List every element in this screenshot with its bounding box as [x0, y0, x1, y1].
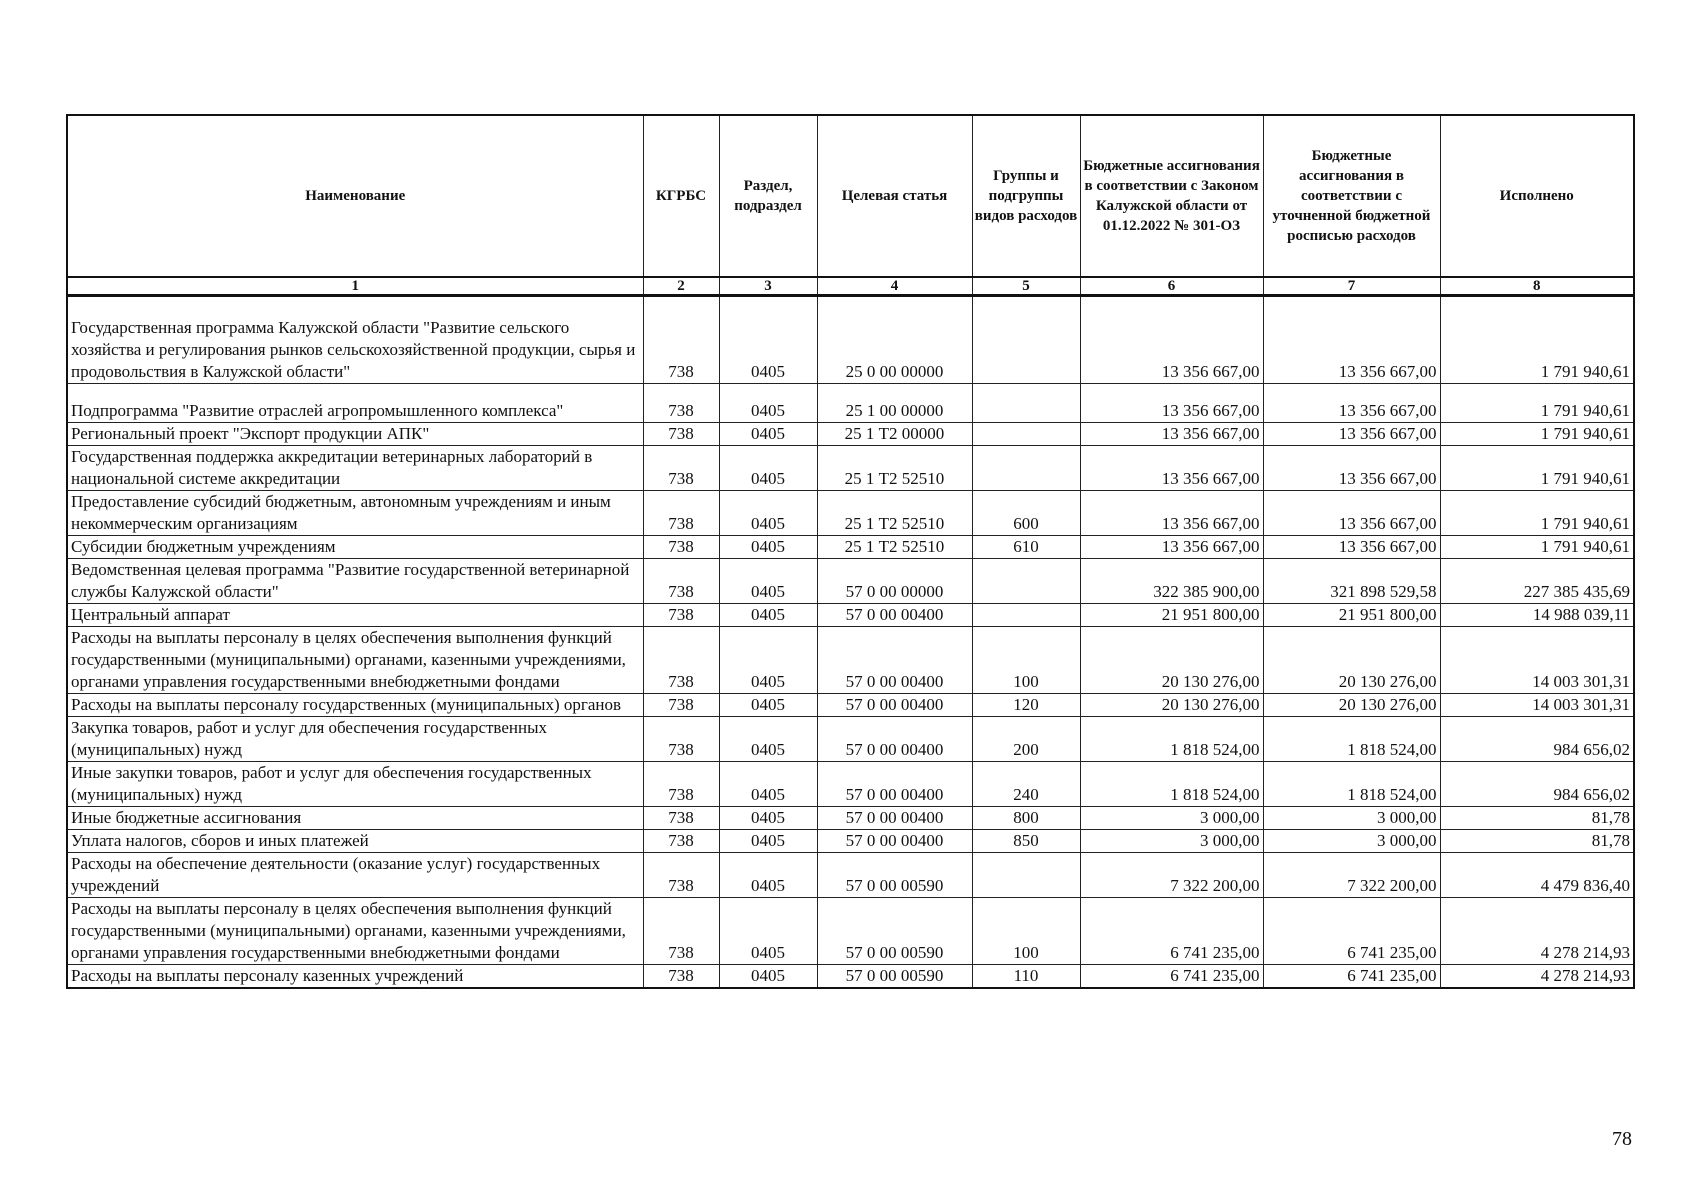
table-row: [67, 384, 1634, 423]
cell-revised-allocation: 13 356 667,00: [1263, 536, 1440, 559]
cell-target-article: 57 0 00 00000: [817, 559, 972, 604]
cell-expense-group: [972, 446, 1080, 491]
cell-name: Подпрограмма "Развитие отраслей агропромышленного комплекса": [67, 384, 643, 423]
cell-section: 0405: [719, 491, 817, 536]
budget-table: [66, 114, 1635, 989]
cell-executed: 4 278 214,93: [1440, 898, 1634, 965]
cell-revised-allocation: 13 356 667,00: [1263, 296, 1440, 384]
cell-name: Предоставление субсидий бюджетным, автономным учреждениям и иным некоммерческим организациям: [67, 491, 643, 536]
cell-executed: 4 278 214,93: [1440, 965, 1634, 989]
cell-kgrbs: 738: [643, 830, 719, 853]
cell-law-allocation: 20 130 276,00: [1080, 627, 1263, 694]
header-law-allocations: Бюджетные ассигнования в соответствии с Законом Калужской области от 01.12.2022 № 301-ОЗ: [1080, 115, 1263, 277]
cell-law-allocation: 6 741 235,00: [1080, 965, 1263, 989]
cell-revised-allocation: 3 000,00: [1263, 807, 1440, 830]
cell-revised-allocation: 7 322 200,00: [1263, 853, 1440, 898]
cell-kgrbs: 738: [643, 491, 719, 536]
cell-name: Уплата налогов, сборов и иных платежей: [67, 830, 643, 853]
cell-law-allocation: 13 356 667,00: [1080, 384, 1263, 423]
cell-name: Региональный проект "Экспорт продукции АПК": [67, 423, 643, 446]
cell-law-allocation: 1 818 524,00: [1080, 762, 1263, 807]
cell-executed: 984 656,02: [1440, 717, 1634, 762]
table-row: [67, 762, 1634, 807]
cell-revised-allocation: 20 130 276,00: [1263, 694, 1440, 717]
cell-target-article: 57 0 00 00400: [817, 627, 972, 694]
cell-target-article: 25 1 00 00000: [817, 384, 972, 423]
column-number: 5: [972, 277, 1080, 296]
cell-revised-allocation: 1 818 524,00: [1263, 762, 1440, 807]
cell-kgrbs: 738: [643, 604, 719, 627]
cell-kgrbs: 738: [643, 694, 719, 717]
cell-executed: 14 003 301,31: [1440, 694, 1634, 717]
cell-law-allocation: 21 951 800,00: [1080, 604, 1263, 627]
cell-law-allocation: 13 356 667,00: [1080, 491, 1263, 536]
cell-target-article: 25 1 Т2 52510: [817, 536, 972, 559]
column-number: 6: [1080, 277, 1263, 296]
column-number: 8: [1440, 277, 1634, 296]
cell-target-article: 25 1 Т2 52510: [817, 446, 972, 491]
cell-kgrbs: 738: [643, 898, 719, 965]
table-row: [67, 491, 1634, 536]
cell-name: Иные закупки товаров, работ и услуг для обеспечения государственных (муниципальных) нужд: [67, 762, 643, 807]
header-target-article: Целевая статья: [817, 115, 972, 277]
cell-kgrbs: 738: [643, 423, 719, 446]
cell-executed: 1 791 940,61: [1440, 423, 1634, 446]
cell-law-allocation: 13 356 667,00: [1080, 423, 1263, 446]
cell-kgrbs: 738: [643, 717, 719, 762]
cell-law-allocation: 6 741 235,00: [1080, 898, 1263, 965]
cell-law-allocation: 7 322 200,00: [1080, 853, 1263, 898]
cell-executed: 81,78: [1440, 830, 1634, 853]
column-number: 2: [643, 277, 719, 296]
cell-expense-group: 120: [972, 694, 1080, 717]
cell-section: 0405: [719, 898, 817, 965]
cell-expense-group: 200: [972, 717, 1080, 762]
cell-executed: 14 003 301,31: [1440, 627, 1634, 694]
cell-law-allocation: 13 356 667,00: [1080, 446, 1263, 491]
cell-revised-allocation: 13 356 667,00: [1263, 384, 1440, 423]
cell-kgrbs: 738: [643, 807, 719, 830]
cell-target-article: 57 0 00 00400: [817, 762, 972, 807]
cell-name: Субсидии бюджетным учреждениям: [67, 536, 643, 559]
cell-law-allocation: 3 000,00: [1080, 807, 1263, 830]
table-row: [67, 717, 1634, 762]
table-row: [67, 853, 1634, 898]
column-number-row: [67, 277, 1634, 296]
cell-target-article: 25 1 Т2 52510: [817, 491, 972, 536]
cell-revised-allocation: 13 356 667,00: [1263, 491, 1440, 536]
cell-section: 0405: [719, 536, 817, 559]
cell-section: 0405: [719, 717, 817, 762]
cell-target-article: 25 1 Т2 00000: [817, 423, 972, 446]
cell-law-allocation: 20 130 276,00: [1080, 694, 1263, 717]
header-row: [67, 115, 1634, 277]
cell-name: Расходы на выплаты персоналу государственных (муниципальных) органов: [67, 694, 643, 717]
cell-kgrbs: 738: [643, 446, 719, 491]
header-name: Наименование: [67, 115, 643, 277]
cell-executed: 14 988 039,11: [1440, 604, 1634, 627]
cell-target-article: 57 0 00 00400: [817, 604, 972, 627]
cell-kgrbs: 738: [643, 296, 719, 384]
cell-name: Расходы на обеспечение деятельности (оказание услуг) государственных учреждений: [67, 853, 643, 898]
cell-expense-group: 110: [972, 965, 1080, 989]
cell-executed: 1 791 940,61: [1440, 536, 1634, 559]
cell-expense-group: 100: [972, 898, 1080, 965]
cell-section: 0405: [719, 694, 817, 717]
cell-section: 0405: [719, 423, 817, 446]
cell-executed: 984 656,02: [1440, 762, 1634, 807]
cell-executed: 1 791 940,61: [1440, 446, 1634, 491]
cell-section: 0405: [719, 627, 817, 694]
cell-executed: 1 791 940,61: [1440, 491, 1634, 536]
cell-section: 0405: [719, 830, 817, 853]
table-row: [67, 830, 1634, 853]
cell-kgrbs: 738: [643, 536, 719, 559]
cell-kgrbs: 738: [643, 762, 719, 807]
cell-section: 0405: [719, 446, 817, 491]
cell-executed: 4 479 836,40: [1440, 853, 1634, 898]
cell-section: 0405: [719, 384, 817, 423]
cell-law-allocation: 322 385 900,00: [1080, 559, 1263, 604]
cell-target-article: 57 0 00 00590: [817, 898, 972, 965]
column-number: 7: [1263, 277, 1440, 296]
cell-law-allocation: 13 356 667,00: [1080, 536, 1263, 559]
cell-revised-allocation: 20 130 276,00: [1263, 627, 1440, 694]
cell-expense-group: 800: [972, 807, 1080, 830]
cell-expense-group: [972, 423, 1080, 446]
cell-kgrbs: 738: [643, 559, 719, 604]
cell-law-allocation: 13 356 667,00: [1080, 296, 1263, 384]
cell-section: 0405: [719, 965, 817, 989]
cell-kgrbs: 738: [643, 965, 719, 989]
cell-revised-allocation: 3 000,00: [1263, 830, 1440, 853]
cell-kgrbs: 738: [643, 853, 719, 898]
cell-revised-allocation: 1 818 524,00: [1263, 717, 1440, 762]
cell-revised-allocation: 13 356 667,00: [1263, 446, 1440, 491]
cell-name: Государственная программа Калужской области "Развитие сельского хозяйства и регулирования рынков сельскохозяйственной продукции, сырья и продовольствия в Калужской области": [67, 296, 643, 384]
cell-name: Иные бюджетные ассигнования: [67, 807, 643, 830]
cell-section: 0405: [719, 762, 817, 807]
header-executed: Исполнено: [1440, 115, 1634, 277]
table-row: [67, 604, 1634, 627]
cell-target-article: 57 0 00 00590: [817, 853, 972, 898]
cell-expense-group: [972, 559, 1080, 604]
cell-expense-group: 100: [972, 627, 1080, 694]
cell-revised-allocation: 6 741 235,00: [1263, 898, 1440, 965]
cell-expense-group: [972, 296, 1080, 384]
cell-law-allocation: 1 818 524,00: [1080, 717, 1263, 762]
cell-executed: 1 791 940,61: [1440, 296, 1634, 384]
cell-executed: 1 791 940,61: [1440, 384, 1634, 423]
cell-revised-allocation: 13 356 667,00: [1263, 423, 1440, 446]
cell-expense-group: 850: [972, 830, 1080, 853]
cell-target-article: 57 0 00 00400: [817, 807, 972, 830]
column-number: 1: [67, 277, 643, 296]
cell-expense-group: [972, 853, 1080, 898]
cell-revised-allocation: 321 898 529,58: [1263, 559, 1440, 604]
cell-law-allocation: 3 000,00: [1080, 830, 1263, 853]
page-number: 78: [1612, 1128, 1632, 1150]
budget-report-page: [66, 114, 1633, 989]
table-row: [67, 296, 1634, 384]
cell-kgrbs: 738: [643, 384, 719, 423]
table-row: [67, 898, 1634, 965]
cell-target-article: 57 0 00 00400: [817, 694, 972, 717]
cell-revised-allocation: 21 951 800,00: [1263, 604, 1440, 627]
cell-name: Расходы на выплаты персоналу в целях обеспечения выполнения функций государственными (муниципальными) органами, казенными учреждениями, органами управления государственными внебюджетными фондами: [67, 898, 643, 965]
table-row: [67, 694, 1634, 717]
cell-executed: 81,78: [1440, 807, 1634, 830]
table-row: [67, 446, 1634, 491]
table-row: [67, 807, 1634, 830]
cell-section: 0405: [719, 604, 817, 627]
header-section: Раздел, подраздел: [719, 115, 817, 277]
cell-section: 0405: [719, 296, 817, 384]
cell-section: 0405: [719, 853, 817, 898]
cell-executed: 227 385 435,69: [1440, 559, 1634, 604]
cell-name: Расходы на выплаты персоналу казенных учреждений: [67, 965, 643, 989]
header-expense-groups: Группы и подгруппы видов расходов: [972, 115, 1080, 277]
cell-target-article: 57 0 00 00400: [817, 717, 972, 762]
header-revised-allocations: Бюджетные ассигнования в соответствии с уточненной бюджетной росписью расходов: [1263, 115, 1440, 277]
cell-section: 0405: [719, 807, 817, 830]
cell-expense-group: 600: [972, 491, 1080, 536]
table-row: [67, 627, 1634, 694]
cell-name: Закупка товаров, работ и услуг для обеспечения государственных (муниципальных) нужд: [67, 717, 643, 762]
column-number: 4: [817, 277, 972, 296]
cell-expense-group: 240: [972, 762, 1080, 807]
cell-target-article: 57 0 00 00400: [817, 830, 972, 853]
cell-kgrbs: 738: [643, 627, 719, 694]
cell-target-article: 57 0 00 00590: [817, 965, 972, 989]
cell-target-article: 25 0 00 00000: [817, 296, 972, 384]
cell-name: Ведомственная целевая программа "Развитие государственной ветеринарной службы Калужской области": [67, 559, 643, 604]
cell-expense-group: [972, 604, 1080, 627]
table-row: [67, 536, 1634, 559]
cell-name: Центральный аппарат: [67, 604, 643, 627]
table-row: [67, 965, 1634, 989]
cell-revised-allocation: 6 741 235,00: [1263, 965, 1440, 989]
cell-section: 0405: [719, 559, 817, 604]
table-row: [67, 559, 1634, 604]
cell-name: Государственная поддержка аккредитации ветеринарных лабораторий в национальной системе аккредитации: [67, 446, 643, 491]
table-body: [67, 296, 1634, 989]
header-kgrbs: КГРБС: [643, 115, 719, 277]
table-row: [67, 423, 1634, 446]
cell-name: Расходы на выплаты персоналу в целях обеспечения выполнения функций государственными (муниципальными) органами, казенными учреждениями, органами управления государственными внебюджетными фондами: [67, 627, 643, 694]
cell-expense-group: [972, 384, 1080, 423]
column-number: 3: [719, 277, 817, 296]
cell-expense-group: 610: [972, 536, 1080, 559]
